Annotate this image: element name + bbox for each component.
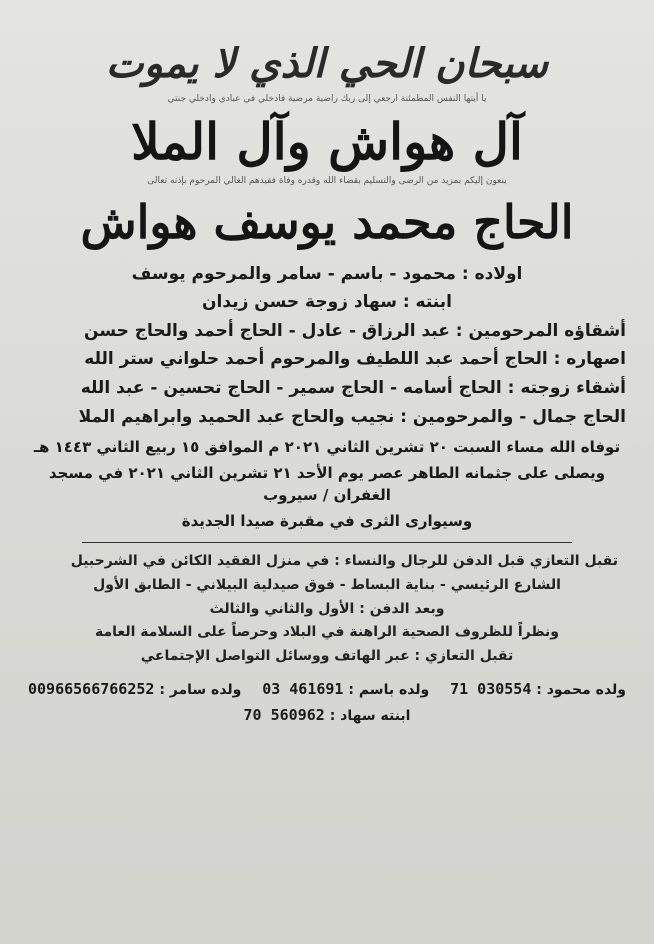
family-title: آل هواش وآل الملا [131,112,523,171]
relatives-wife-brothers-cont: الحاج جمال - والمرحومين : نجيب والحاج عبد الحميد وابراهيم الملا [78,406,626,427]
relatives-brothers: أشقاؤه المرحومين : عبد الرزاق - عادل - الحاج أحمد والحاج حسن [84,320,626,341]
health-notice: ونظراً للظروف الصحية الراهنة في البلاد وحرصاً على السلامة العامة [95,624,559,641]
phone-number[interactable]: 70 560962 [243,705,325,724]
condolence-by-phone: تقبل التعازي : عبر الهاتف ووسائل التواصل الإجتماعي [140,648,514,665]
burial-place: وسيوارى الثرى في مقبرة صيدا الجديدة [181,511,473,530]
condolence-address: الشارع الرئيسي - بناية البساط - فوق صيدلية البيلاني - الطابق الأول [93,577,561,594]
phone-item [28,680,241,698]
funeral-prayer: ويصلى على جثمانه الطاهر عصر يوم الأحد ٢١ تشرين الثاني ٢٠٢١ في مسجد الغفران / سيروب [48,464,606,504]
mourning-text: ينعون إليكم بمزيد من الرضى والتسليم بقضاء الله وقدره وفاة فقيدهم الغالي المرحوم بإذنه تعالى [147,176,507,186]
condolence-before-burial: تقبل التعازي قبل الدفن للرجال والنساء : في منزل الفقيد الكائن في الشرحبيل [70,553,618,570]
phone-number[interactable]: 03 461691 [262,679,344,698]
phone-label: ولده باسم : [348,681,430,698]
deceased-name: الحاج محمد يوسف هواش [80,195,574,249]
quran-verse: يا أيتها النفس المطمئنة ارجعي إلى ربك راضية مرضية فادخلي في عبادي وادخلي جنتي [167,94,487,104]
phone-item-daughter [28,706,626,724]
phone-item [262,680,429,698]
relatives-daughter: ابنته : سهاد زوجة حسن زيدان [202,292,452,313]
relatives-wife-brothers: أشقاء زوجته : الحاج أسامه - الحاج سمير - الحاج تحسين - عبد الله [80,378,626,399]
phone-label: ولده سامر : [159,681,242,698]
condolence-after-burial: وبعد الدفن : الأول والثاني والثالث [209,600,445,617]
divider [82,542,572,543]
relatives-sons: اولاده : محمود - باسم - سامر والمرحوم يوسف [131,263,523,284]
relatives-in-laws: اصهاره : الحاج أحمد عبد اللطيف والمرحوم أحمد حلواني ستر الله [84,349,626,370]
header-calligraphy: سبحان الحي الذي لا يموت [105,40,549,87]
phone-label: ابنته سهاد : [329,707,411,724]
phone-number[interactable]: 71 030554 [450,679,532,698]
phone-number[interactable]: 00966566766252 [28,679,155,698]
phone-label: ولده محمود : [536,681,626,698]
phone-list [28,680,626,698]
death-date: توفاه الله مساء السبت ٢٠ تشرين الثاني ٢٠٢١ م الموافق ١٥ ربيع الثاني ١٤٤٣ هـ [33,438,621,457]
phone-item [450,680,626,698]
